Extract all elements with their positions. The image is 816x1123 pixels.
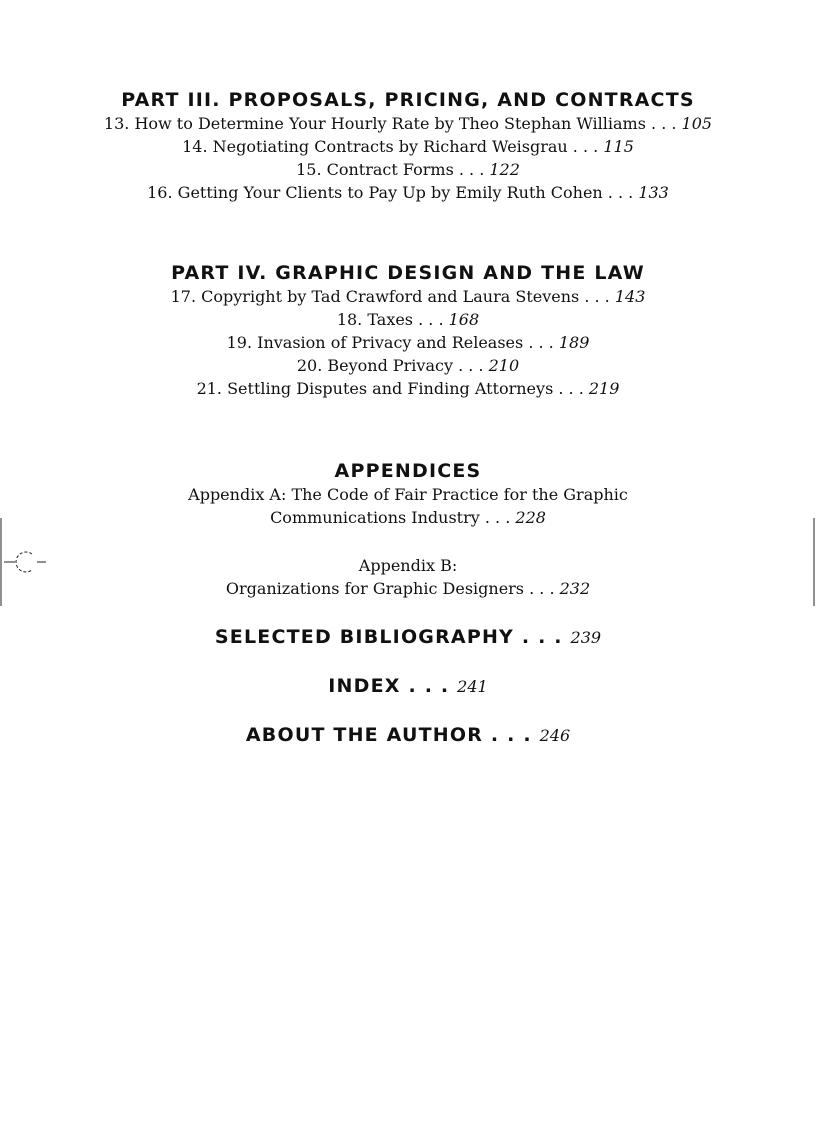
entry-title: SELECTED BIBLIOGRAPHY . . . <box>214 626 571 648</box>
registration-mark-icon <box>0 518 60 606</box>
entry-page: 210 <box>488 356 520 375</box>
trim-mark-icon <box>812 518 816 606</box>
entry-page: 122 <box>489 160 520 179</box>
entry-page: 143 <box>614 287 646 306</box>
entry-page: 115 <box>603 137 634 156</box>
toc-entry-13 <box>0 112 816 135</box>
entry-title: 15. Contract Forms . . . <box>296 160 490 179</box>
toc-entry-17 <box>0 285 816 308</box>
toc-entry-18 <box>0 308 816 331</box>
bibliography-entry <box>0 625 816 650</box>
entry-page: 239 <box>570 628 602 647</box>
entry-page: 219 <box>588 379 620 398</box>
entry-title: INDEX . . . <box>328 675 458 697</box>
entry-page: 232 <box>559 579 591 598</box>
appendix-b-line-1: Appendix B: <box>358 556 458 575</box>
entry-page: 133 <box>638 183 669 202</box>
appendix-b-line-2 <box>0 577 816 600</box>
toc-entry-20 <box>0 354 816 377</box>
toc-entry-15 <box>0 158 816 181</box>
entry-title: ABOUT THE AUTHOR . . . <box>245 724 540 746</box>
entry-title: 20. Beyond Privacy . . . <box>296 356 489 375</box>
about-author-entry <box>0 723 816 748</box>
entry-title: Communications Industry . . . <box>270 508 516 527</box>
appendix-a-line-2 <box>0 506 816 529</box>
entry-title: 21. Settling Disputes and Finding Attorneys . . . <box>196 379 589 398</box>
entry-title: 14. Negotiating Contracts by Richard Weisgrau . . . <box>182 137 604 156</box>
entry-title: 18. Taxes . . . <box>336 310 449 329</box>
entry-page: 228 <box>515 508 546 527</box>
toc-entry-16 <box>0 181 816 204</box>
part-3-heading: PART III. PROPOSALS, PRICING, AND CONTRACTS <box>121 89 695 111</box>
toc-entry-21 <box>0 377 816 400</box>
part-4-section <box>0 261 816 400</box>
about-section <box>0 723 816 748</box>
toc-entry-19 <box>0 331 816 354</box>
entry-page: 246 <box>539 726 571 745</box>
entry-title: 13. How to Determine Your Hourly Rate by Theo Stephan Williams . . . <box>103 114 682 133</box>
appendices-section <box>0 459 816 600</box>
entry-title: 16. Getting Your Clients to Pay Up by Emily Ruth Cohen . . . <box>147 183 639 202</box>
index-section <box>0 674 816 699</box>
entry-title: 19. Invasion of Privacy and Releases . . . <box>226 333 559 352</box>
entry-title: Organizations for Graphic Designers . . . <box>225 579 560 598</box>
appendix-a-line-1: Appendix A: The Code of Fair Practice for the Graphic <box>188 485 628 504</box>
toc-entry-14 <box>0 135 816 158</box>
bibliography-section <box>0 625 816 650</box>
part-3-section <box>0 88 816 204</box>
entry-page: 189 <box>558 333 590 352</box>
entry-page: 168 <box>448 310 480 329</box>
part-4-heading: PART IV. GRAPHIC DESIGN AND THE LAW <box>171 262 645 284</box>
entry-page: 241 <box>457 677 488 696</box>
appendices-heading: APPENDICES <box>334 460 482 482</box>
index-entry <box>0 674 816 699</box>
entry-title: 17. Copyright by Tad Crawford and Laura Stevens . . . <box>170 287 615 306</box>
entry-page: 105 <box>681 114 713 133</box>
